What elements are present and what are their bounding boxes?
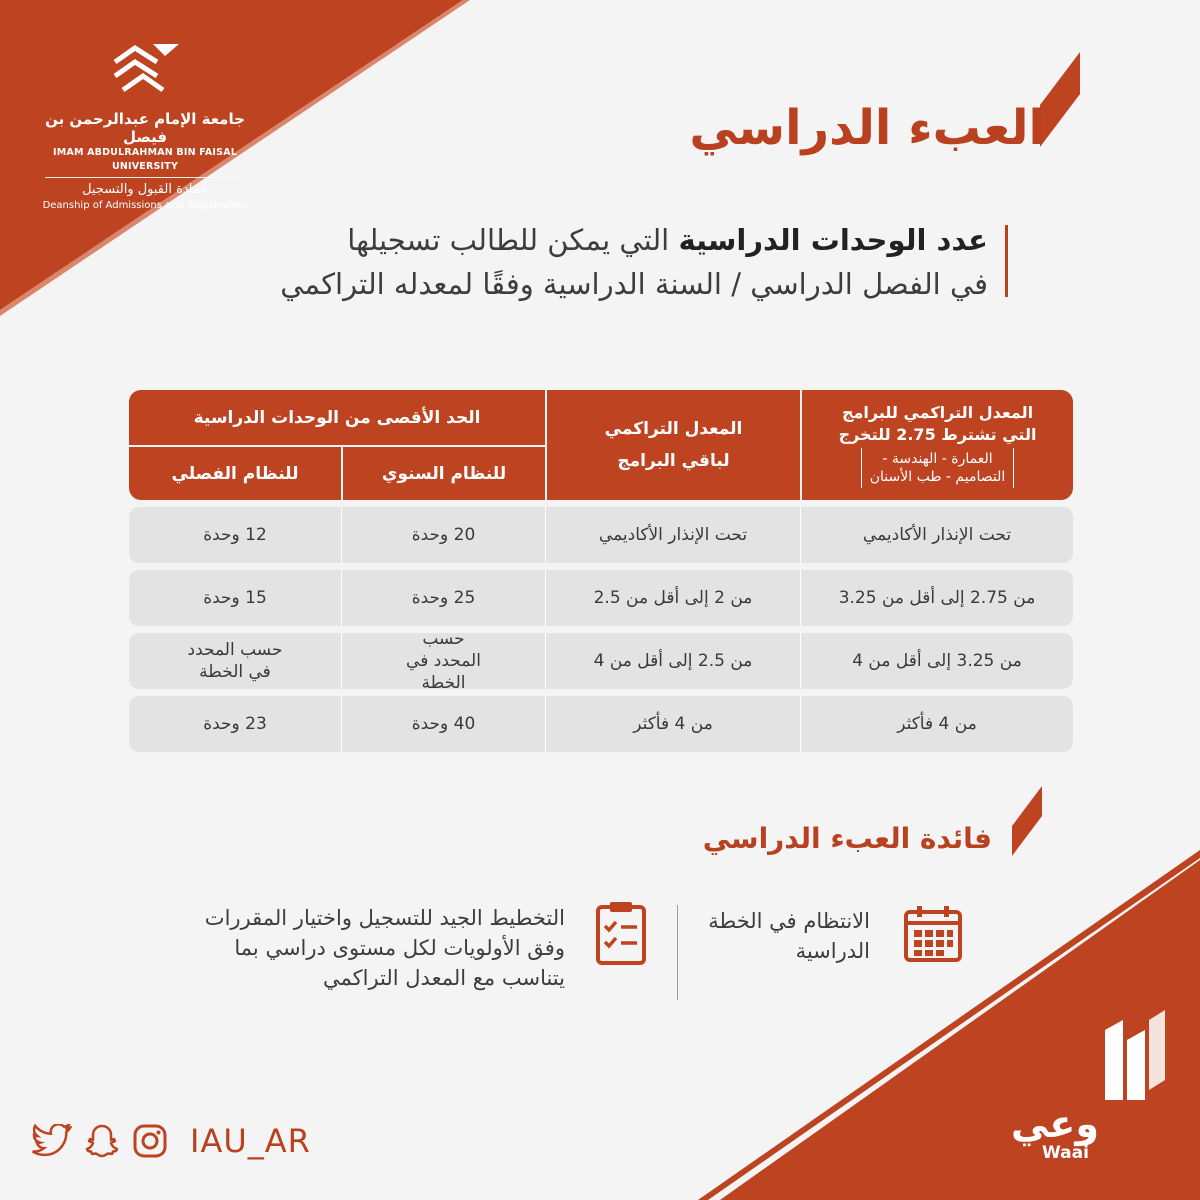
benefit-item-2: التخطيط الجيد للتسجيل واختيار المقررات وفق الأولويات لكل مستوى دراسي بما يتناسب مع المعدل التراكمي bbox=[204, 906, 565, 990]
cell-other: من 2 إلى أقل من 2.5 bbox=[545, 570, 800, 626]
calendar-icon bbox=[903, 905, 963, 963]
intro-rest: التي يمكن للطالب تسجيلها bbox=[347, 223, 679, 257]
header-programs-note bbox=[861, 448, 1015, 488]
header-other-gpa bbox=[547, 390, 800, 500]
waai-brand-en: Waai bbox=[1042, 1143, 1089, 1163]
header-programs-gpa bbox=[802, 390, 1073, 500]
instagram-icon[interactable] bbox=[132, 1123, 168, 1159]
cell-semester: 23 وحدة bbox=[203, 714, 267, 734]
intro-accent-bar bbox=[1005, 225, 1008, 297]
header-other-line2: لباقي البرامج bbox=[617, 451, 730, 471]
header-programs-line2: التي تشترط 2.75 للتخرج bbox=[838, 425, 1037, 444]
twitter-icon[interactable] bbox=[32, 1124, 72, 1158]
cell-semester: 12 وحدة bbox=[203, 525, 267, 545]
cell-annual: 40 وحدة bbox=[341, 696, 545, 752]
header-other-line1: المعدل التراكمي bbox=[604, 419, 743, 439]
logo-name-ar: جامعة الإمام عبدالرحمن بن فيصل bbox=[45, 110, 245, 146]
subtitle-accent-mark bbox=[1012, 786, 1042, 856]
cell-other: من 2.5 إلى أقل من 4 bbox=[545, 633, 800, 689]
intro-line-2: في الفصل الدراسي / السنة الدراسية وفقًا لمعدله التراكمي bbox=[280, 267, 988, 301]
social-links bbox=[32, 1122, 311, 1160]
header-programs-line1: المعدل التراكمي للبرامج bbox=[841, 403, 1034, 422]
cell-semester: حسب المحدد في الخطة bbox=[187, 640, 283, 682]
logo-dept-ar: عمادة القبول والتسجيل bbox=[82, 182, 208, 197]
header-max-units: الحد الأقصى من الوحدات الدراسية bbox=[129, 390, 545, 445]
cell-other: من 4 فأكثر bbox=[545, 696, 800, 752]
header-programs-note-line1: العمارة - الهندسة - bbox=[882, 451, 993, 467]
cell-programs: من 4 فأكثر bbox=[800, 696, 1073, 752]
page-title: العبء الدراسي bbox=[689, 100, 1045, 156]
waai-brand bbox=[1000, 1010, 1170, 1163]
cell-programs: من 2.75 إلى أقل من 3.25 bbox=[800, 570, 1073, 626]
intro-text bbox=[228, 218, 988, 306]
header-programs-note-line2: التصاميم - طب الأسنان bbox=[869, 469, 1006, 485]
table-header bbox=[129, 390, 1073, 500]
intro-bold: عدد الوحدات الدراسية bbox=[678, 223, 988, 257]
table-row bbox=[129, 507, 1073, 563]
study-load-table bbox=[129, 390, 1073, 752]
cell-semester: 15 وحدة bbox=[203, 588, 267, 608]
logo-name-en: IMAM ABDULRAHMAN BIN FAISAL UNIVERSITY bbox=[53, 147, 237, 172]
table-row bbox=[129, 570, 1073, 626]
cell-other: تحت الإنذار الأكاديمي bbox=[545, 507, 800, 563]
table-row bbox=[129, 696, 1073, 752]
logo-dept-en: Deanship of Admissions and Registration bbox=[42, 200, 248, 211]
waai-brand-ar: وعي bbox=[1010, 1102, 1100, 1146]
university-emblem-icon bbox=[105, 40, 185, 102]
cell-annual: حسب المحدد في الخطة bbox=[341, 633, 545, 689]
cell-programs: تحت الإنذار الأكاديمي bbox=[800, 507, 1073, 563]
checklist-icon bbox=[595, 900, 647, 966]
title-accent-mark bbox=[1040, 52, 1080, 147]
social-handle[interactable]: IAU_AR bbox=[190, 1122, 311, 1160]
table-row bbox=[129, 629, 1073, 693]
snapchat-icon[interactable] bbox=[84, 1123, 120, 1159]
benefit-item-1: الانتظام في الخطة الدراسية bbox=[708, 909, 870, 963]
benefits-title: فائدة العبء الدراسي bbox=[702, 822, 992, 855]
header-semester-system: للنظام الفصلي bbox=[129, 447, 341, 500]
cell-programs: من 3.25 إلى أقل من 4 bbox=[800, 633, 1073, 689]
cell-annual: 25 وحدة bbox=[341, 570, 545, 626]
logo-divider bbox=[45, 177, 245, 178]
university-logo bbox=[30, 40, 260, 213]
cell-annual: 20 وحدة bbox=[341, 507, 545, 563]
waai-logo-icon bbox=[1105, 1010, 1165, 1100]
header-annual-system: للنظام السنوي bbox=[343, 447, 545, 500]
benefits-divider bbox=[677, 905, 678, 1000]
intro-line-1 bbox=[228, 218, 988, 262]
